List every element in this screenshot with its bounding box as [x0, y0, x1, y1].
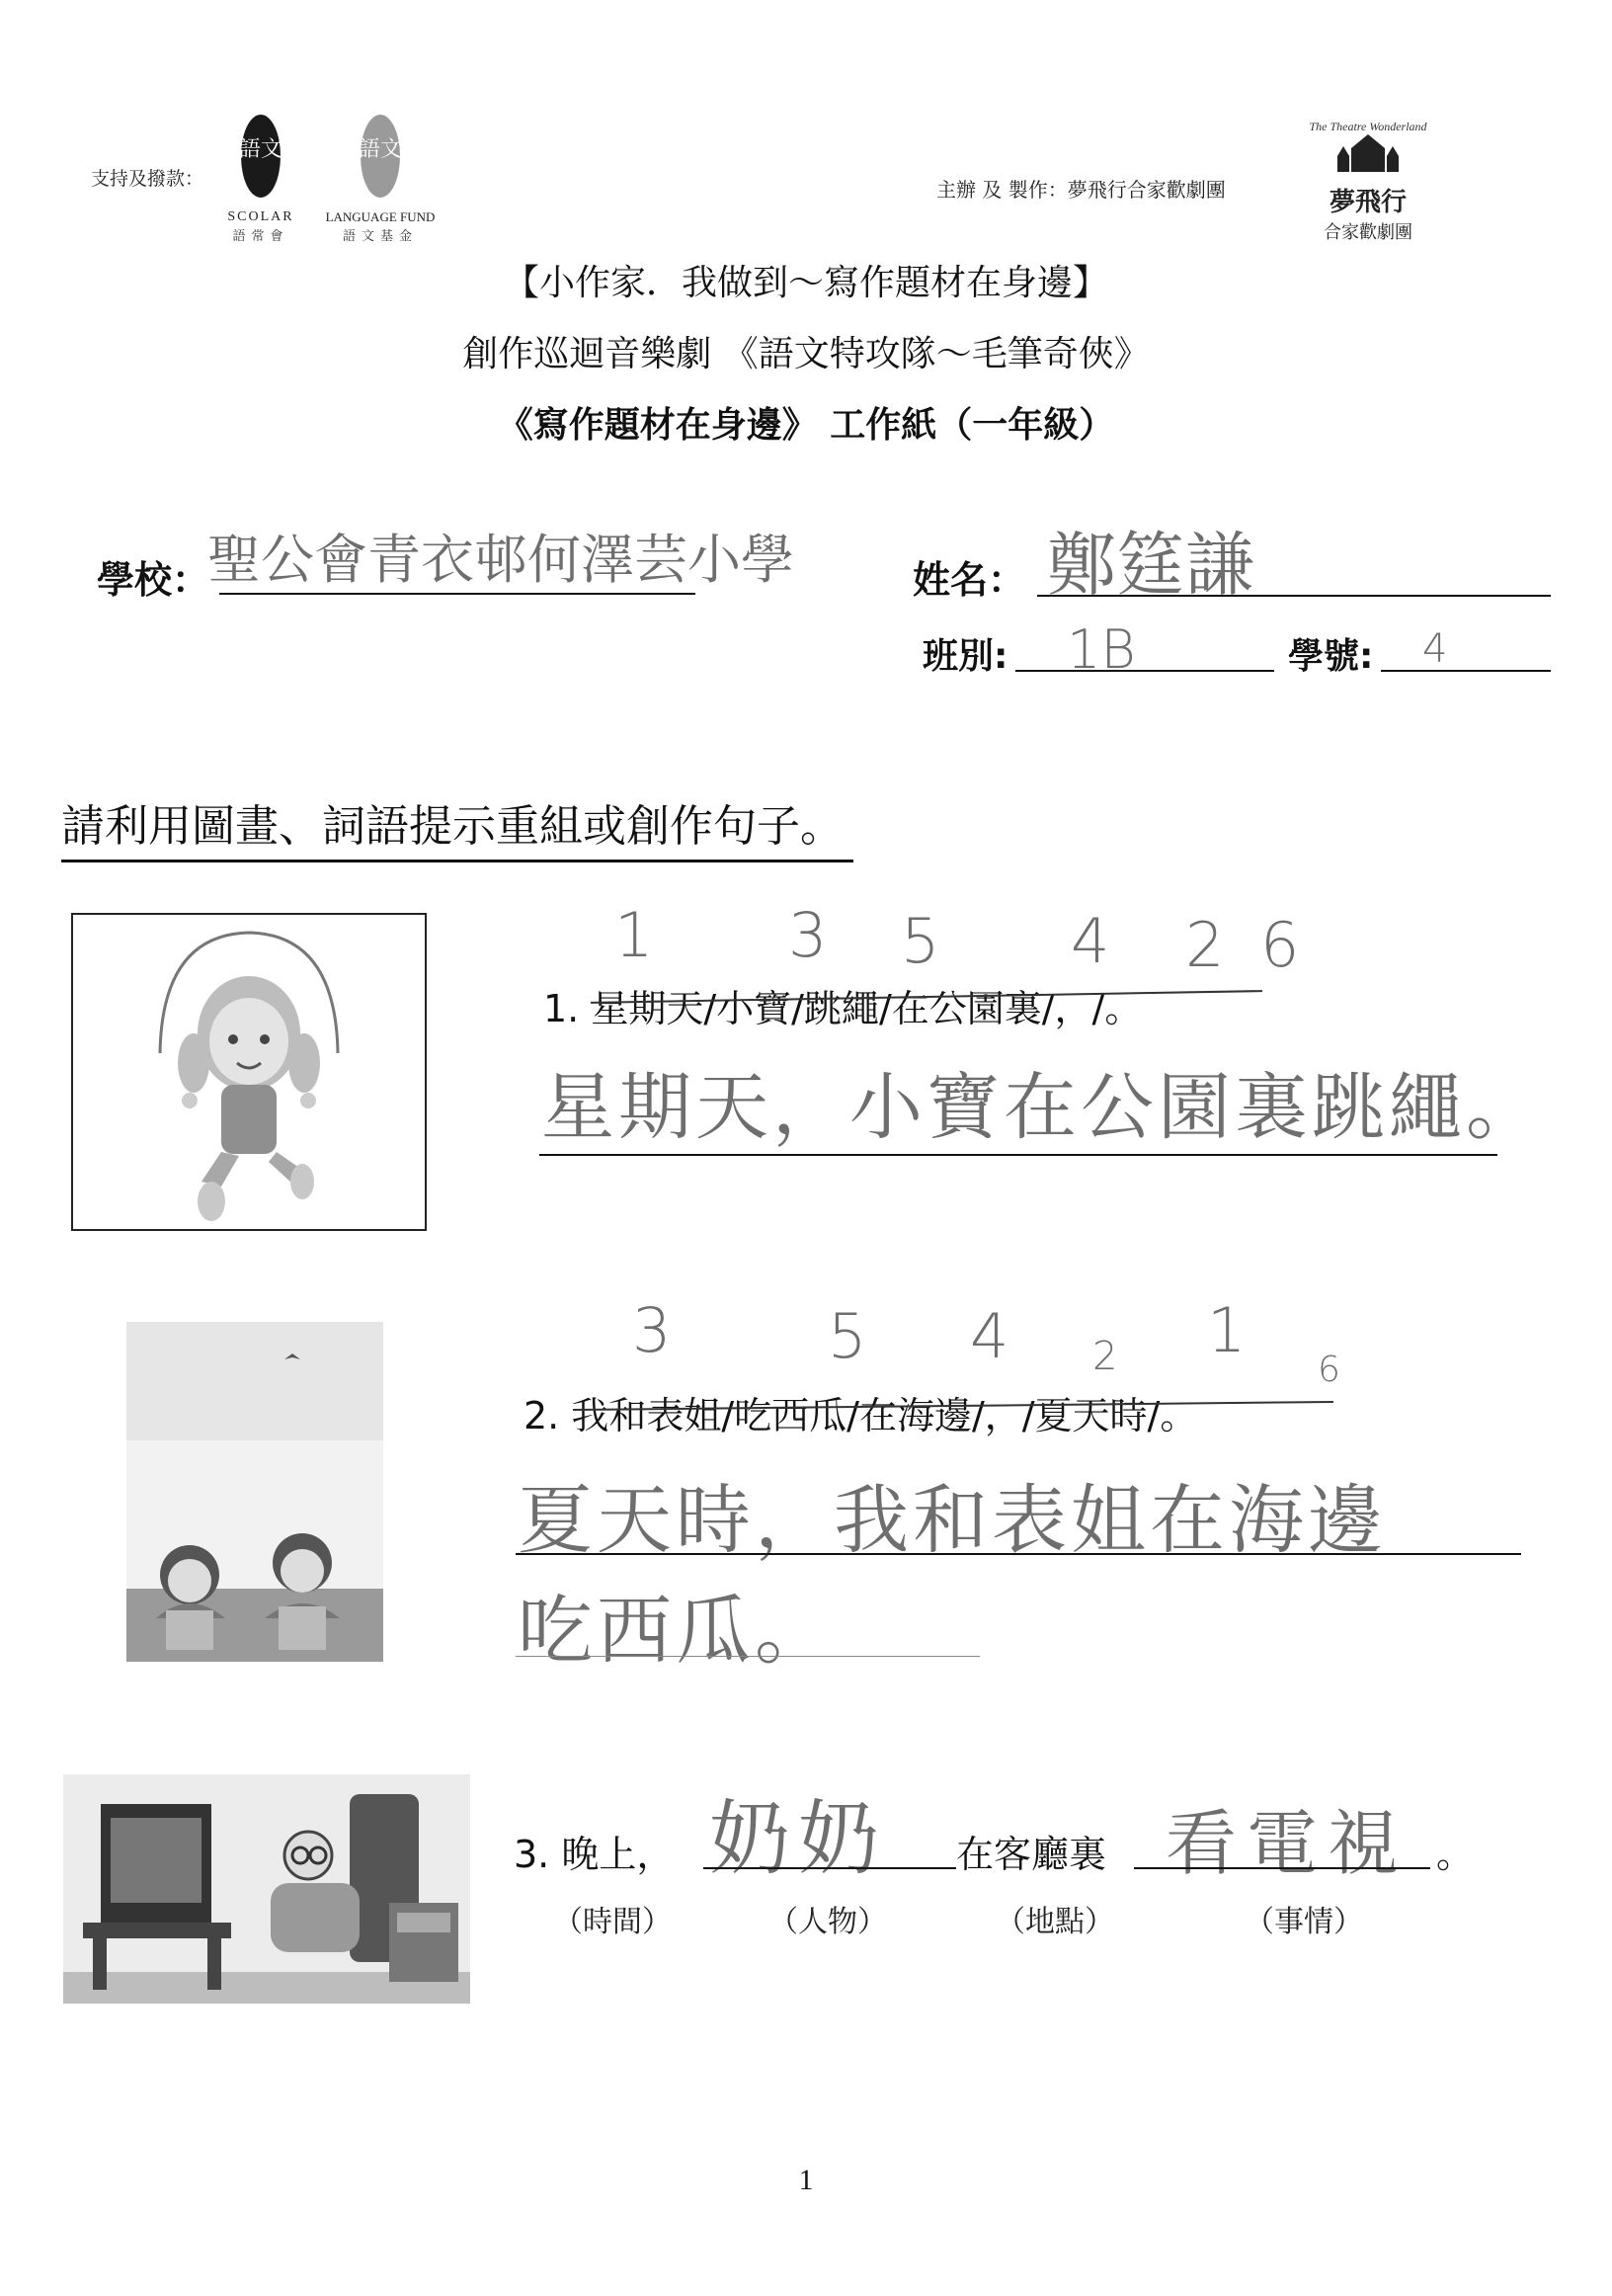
svg-text:The Theatre Wonderland: The Theatre Wonderland: [1309, 120, 1427, 133]
fund-en: LANGUAGE FUND: [325, 209, 436, 224]
school-value[interactable]: 聖公會青衣邨何澤芸小學: [207, 529, 794, 591]
q3-middle: 在客廳裏: [956, 1833, 1107, 1876]
q2-answer-line-2-rule: [516, 1656, 980, 1657]
q2-answer-line-2[interactable]: 吃西瓜。: [518, 1587, 834, 1675]
q1-mark-4: 4: [1071, 905, 1110, 977]
q1-order-marks: [614, 899, 1306, 981]
class-label: 班別:: [923, 636, 1008, 677]
name-label: 姓名：: [913, 558, 1026, 602]
q3-prefix: 3. 晚上，: [514, 1833, 675, 1876]
q2-mark-2: 5: [828, 1300, 867, 1372]
q1-mark-2: 3: [788, 899, 828, 971]
name-value[interactable]: 鄭筳謙: [1047, 525, 1254, 606]
scolar-en: SCOLAR: [227, 209, 294, 224]
svg-text:語文: 語文: [238, 137, 283, 162]
language-fund-logo: [306, 109, 454, 247]
troupe-name: 夢飛行: [1329, 188, 1407, 217]
q3-end: 。: [1436, 1833, 1475, 1876]
q3-person-value[interactable]: 奶奶: [709, 1792, 888, 1886]
q3-picture: [63, 1774, 470, 2004]
q1-mark-6: 6: [1260, 909, 1300, 981]
organizer-label: 主辦 及 製作：夢飛行合家歡劇團: [936, 178, 1226, 202]
number-value[interactable]: 4: [1422, 626, 1448, 672]
q3-caption-event: （事情）: [1245, 1905, 1363, 1939]
class-line: [1015, 670, 1274, 672]
q3-caption-time: （時間）: [553, 1905, 672, 1939]
title-line-1: 【小作家．我做到～寫作題材在身邊】: [503, 263, 1108, 303]
q1-mark-5: 2: [1185, 909, 1225, 981]
girl-jump-rope-icon: [73, 915, 425, 1229]
grandma-watching-tv-icon: [63, 1774, 470, 2004]
instruction: 請利用圖畫、詞語提示重組或創作句子。: [61, 790, 853, 862]
q2-prompt: 2. 我和表姐/吃西瓜/在海邊/，/夏天時/。: [524, 1394, 1198, 1437]
q1-prompt: 1. 星期天/小寶/跳繩/在公園裏/，/。: [543, 987, 1143, 1030]
number-label: 學號:: [1288, 636, 1374, 677]
children-eating-watermelon-icon: [126, 1322, 383, 1662]
q2-mark-1: 3: [632, 1294, 672, 1366]
q1-answer-line: [539, 1154, 1497, 1156]
number-line: [1381, 670, 1551, 672]
fund-zh: 語文基金: [342, 229, 418, 244]
q3-event-value[interactable]: 看電視: [1166, 1802, 1410, 1885]
q3-caption-person: （人物）: [768, 1905, 887, 1939]
class-value[interactable]: 1B: [1067, 618, 1136, 681]
title-line-2: 創作巡迴音樂劇 《語文特攻隊～毛筆奇俠》: [462, 334, 1150, 374]
school-label: 學校：: [97, 558, 210, 602]
q2-picture: [126, 1322, 383, 1662]
title-line-3: 《寫作題材在身邊》 工作紙（一年級）: [497, 405, 1115, 446]
q3-caption-place: （地點）: [996, 1905, 1114, 1939]
q1-picture: [71, 913, 427, 1231]
support-label: 支持及撥款：: [91, 168, 204, 190]
page-number: 1: [798, 2164, 814, 2196]
q2-answer-line-1[interactable]: 夏天時，我和表姐在海邊: [518, 1476, 1387, 1564]
q2-mark-6: 6: [1318, 1350, 1340, 1390]
q3-person-line: [703, 1867, 956, 1869]
q2-mark-5: 1: [1207, 1294, 1247, 1366]
q1-mark-1: 1: [614, 899, 654, 971]
q2-mark-3: 4: [970, 1300, 1009, 1372]
q3-event-line: [1134, 1867, 1430, 1869]
svg-text:語文: 語文: [358, 137, 403, 162]
q2-answer-line-rule: [516, 1553, 1521, 1555]
q1-answer[interactable]: 星期天，小寶在公園裏跳繩。: [541, 1065, 1543, 1150]
troupe-sub: 合家歡劇團: [1324, 222, 1412, 243]
q2-mark-4: 2: [1092, 1334, 1118, 1379]
scolar-logo: [211, 109, 310, 247]
castle-icon: [1304, 107, 1432, 176]
language-fund-logo-icon: [306, 109, 454, 207]
scolar-logo-icon: [211, 109, 310, 207]
q1-mark-3: 5: [901, 905, 940, 977]
troupe-logo: [1304, 107, 1432, 245]
scolar-zh: 語常會: [232, 229, 289, 244]
